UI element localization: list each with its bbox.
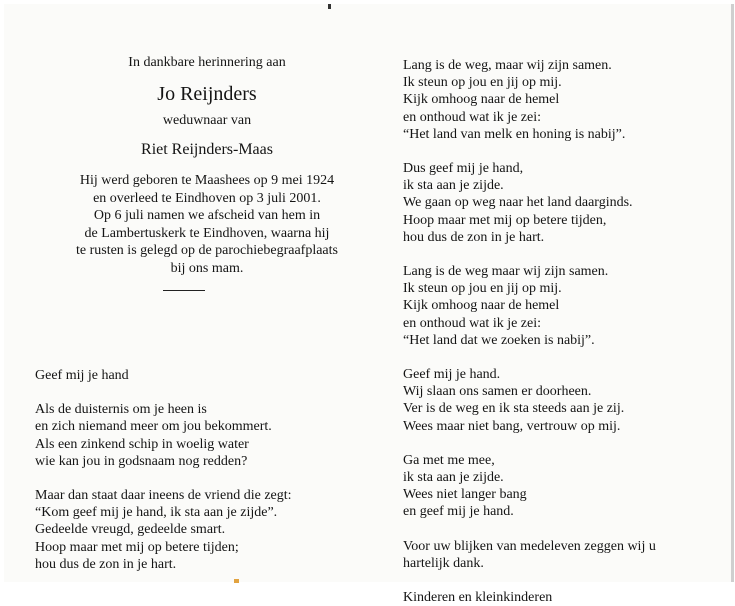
- poem-line: Geef mij je hand.: [403, 367, 501, 383]
- poem-line: Als een zinkend schip in woelig water: [35, 436, 249, 452]
- thanks-line: hartelijk dank.: [403, 555, 484, 571]
- scan-mark: [328, 4, 331, 9]
- closing-text: [403, 538, 723, 606]
- poem-stanza: [403, 160, 723, 246]
- poem-line: Hoop maar met mij op betere tijden,: [403, 212, 607, 228]
- poem-line: en geef mij je hand.: [403, 504, 514, 520]
- poem-line: Ik steun op jou en jij op mij.: [403, 75, 562, 91]
- obituary-line: de Lambertuskerk te Eindhoven, waarna hij: [84, 225, 330, 241]
- poem-line: en zich niemand meer om jou bekommert.: [35, 419, 272, 435]
- poem-line: en onthoud wat ik je zei:: [403, 315, 542, 331]
- poem-line: Wees niet langer bang: [403, 487, 527, 503]
- poem-stanza: [403, 263, 723, 349]
- right-poem: [403, 57, 723, 521]
- poem-line: We gaan op weg naar het land daarginds.: [403, 195, 633, 211]
- divider-line: [163, 290, 205, 291]
- obituary-line: bij ons mam.: [170, 260, 244, 276]
- obituary-line: Op 6 juli namen we afscheid van hem in: [93, 208, 321, 223]
- signature: Kinderen en kleinkinderen: [403, 590, 553, 606]
- poem-line: hou dus de zon in je hart.: [35, 556, 177, 572]
- poem-line: Gedeelde vreugd, gedeelde smart.: [35, 522, 226, 538]
- left-poem: [35, 367, 365, 590]
- widower-label: weduwnaar van: [162, 113, 252, 128]
- poem-stanza: [403, 452, 723, 521]
- poem-line: Kijk omhoog naar de hemel: [403, 92, 560, 108]
- poem-line: en onthoud wat ik je zei:: [403, 109, 542, 125]
- poem-stanza: [403, 366, 723, 435]
- poem-line: Maar dan staat daar ineens de vriend die zegt:: [35, 488, 292, 504]
- scan-mark: [234, 579, 239, 583]
- poem-line: Ga met me mee,: [403, 452, 495, 468]
- poem-stanza: [403, 57, 723, 143]
- poem-line: Ver is de weg en ik sta steeds aan je zij.: [403, 401, 625, 417]
- poem-stanza: [35, 401, 365, 470]
- poem-line: Kijk omhoog naar de hemel: [403, 298, 560, 314]
- poem-line: hou dus de zon in je hart.: [403, 229, 545, 245]
- poem-line: Hoop maar met mij op betere tijden;: [35, 539, 239, 555]
- deceased-name: Jo Reijnders: [157, 83, 257, 105]
- poem-line: Lang is de weg, maar wij zijn samen.: [403, 58, 612, 73]
- poem-line: Als de duisternis om je heen is: [35, 402, 207, 418]
- poem-line: “Het land van melk en honing is nabij”.: [403, 126, 626, 142]
- memorial-card: [4, 4, 734, 606]
- poem-line: Wees maar niet bang, vertrouw op mij.: [403, 418, 621, 434]
- right-column: [403, 57, 723, 606]
- spouse-name: Riet Reijnders-Maas: [141, 141, 273, 158]
- thanks-line: Voor uw blijken van medeleven zeggen wij u: [403, 538, 656, 554]
- poem-line: wie kan jou in godsnaam nog redden?: [35, 453, 248, 469]
- intro-text: In dankbare herinnering aan: [128, 55, 286, 70]
- poem-line: Lang is de weg maar wij zijn samen.: [403, 264, 609, 280]
- poem-line: Dus geef mij je hand,: [403, 161, 524, 177]
- poem-line: “Kom geef mij je hand, ik sta aan je zijde”.: [35, 505, 278, 521]
- poem-line: Wij slaan ons samen er doorheen.: [403, 384, 592, 400]
- poem-line: ik sta aan je zijde.: [403, 470, 504, 486]
- poem-title: Geef mij je hand: [35, 368, 129, 383]
- obituary-line: te rusten is gelegd op de parochiebegraafplaats: [75, 243, 338, 258]
- poem-stanza: [35, 367, 365, 384]
- obituary-text: [42, 172, 372, 277]
- obituary-line: Hij werd geboren te Maashees op 9 mei 1924: [79, 173, 335, 188]
- poem-line: ik sta aan je zijde.: [403, 178, 504, 194]
- obituary-line: en overleed te Eindhoven op 3 juli 2001.: [93, 190, 321, 206]
- poem-stanza: [35, 487, 365, 573]
- poem-line: Ik steun op jou en jij op mij.: [403, 281, 562, 297]
- poem-line: “Het land dat we zoeken is nabij”.: [403, 332, 595, 348]
